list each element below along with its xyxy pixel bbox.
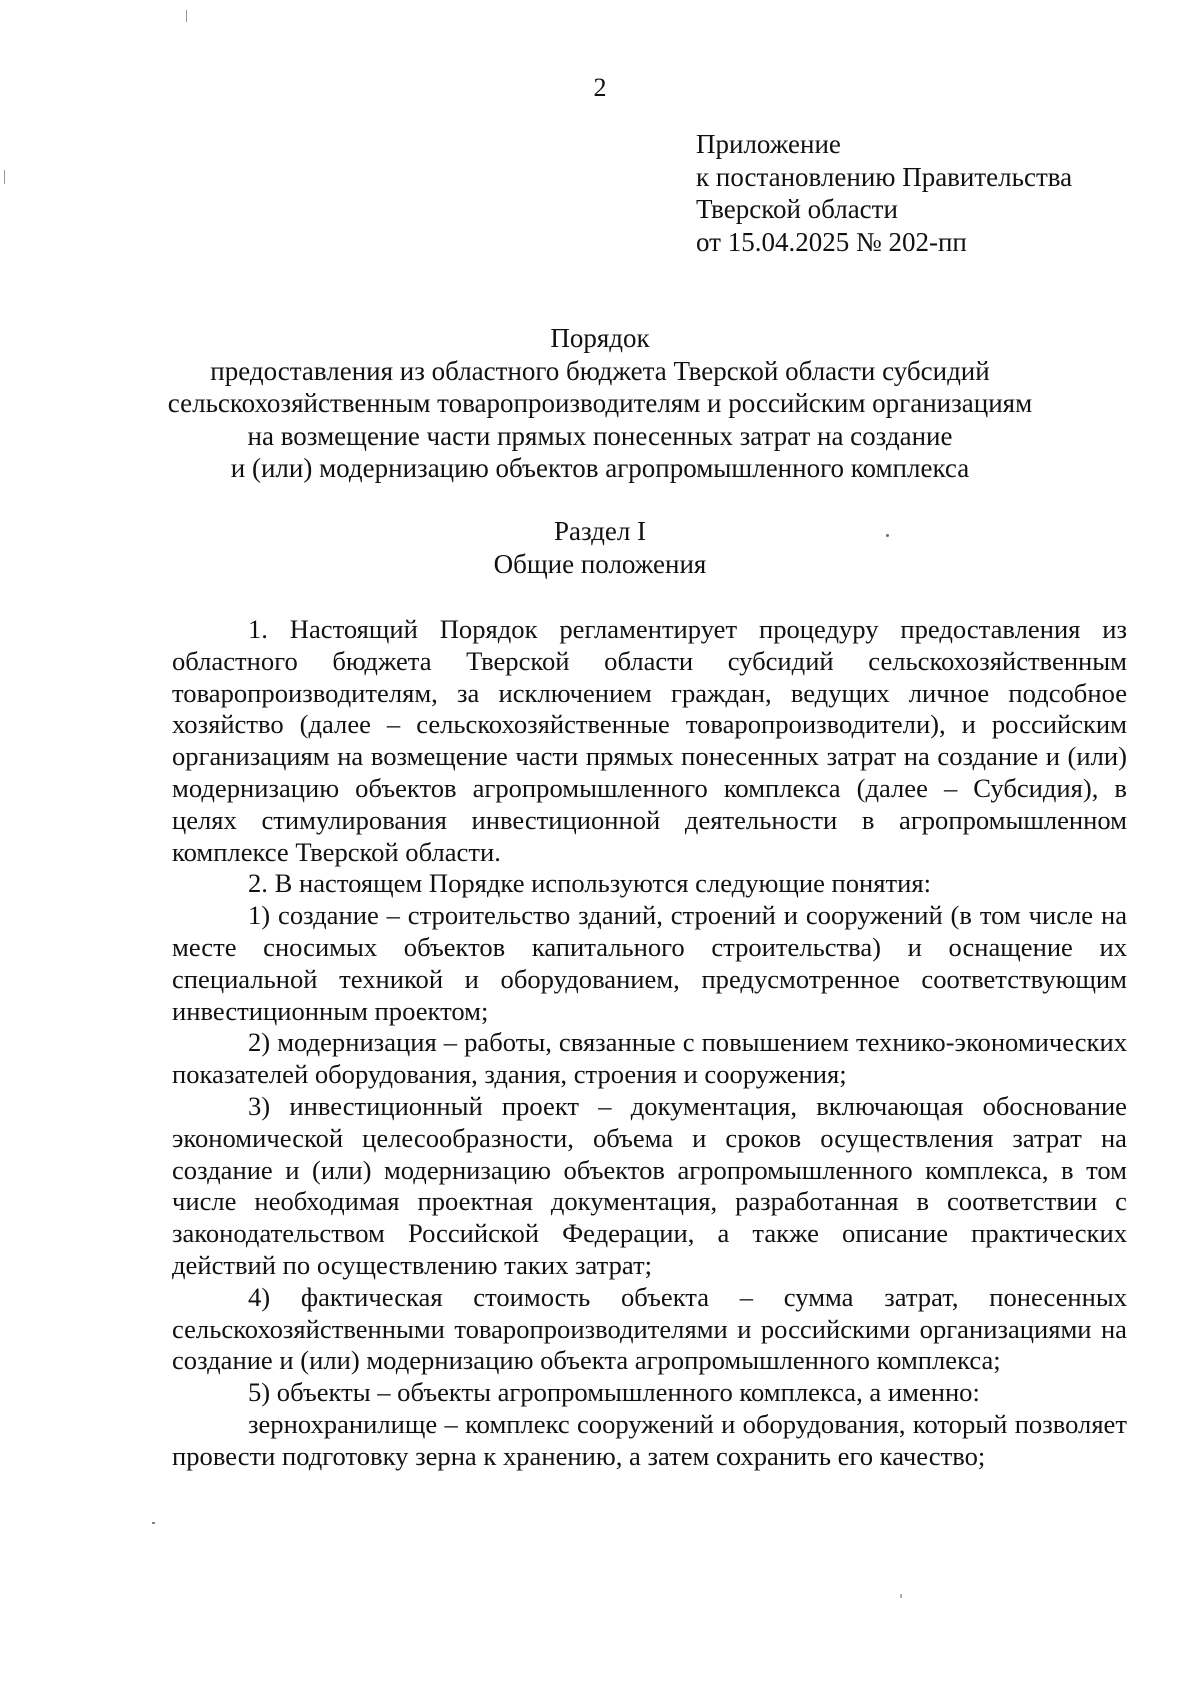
title-line: предоставления из областного бюджета Тверской области субсидий <box>210 355 990 386</box>
section-heading <box>0 515 1200 581</box>
scan-mark <box>186 10 187 22</box>
scan-mark <box>152 1522 155 1524</box>
title-heading: Порядок <box>550 323 650 353</box>
page-number: 2 <box>593 73 607 102</box>
appendix-line: Тверской области <box>696 194 898 224</box>
paragraph: 5) объекты – объекты агропромышленного комплекса, а именно: <box>248 1377 980 1408</box>
title-line: и (или) модернизацию объектов агропромышленного комплекса <box>230 453 970 483</box>
section-name: Общие положения <box>493 549 707 579</box>
document-title <box>0 322 1200 485</box>
scan-mark <box>4 170 5 184</box>
paragraph: 1) создание – строительство зданий, строений и сооружений (в том числе на месте сносимых объектов капитального строительства) и оснащение их специальной техникой и оборудованием, предусмотренное соответствующим инвестиционным проектом; <box>172 900 1127 1026</box>
scan-mark <box>900 1594 902 1598</box>
appendix-block <box>696 128 1072 258</box>
paragraph: 3) инвестиционный проект – документация, включающая обоснование экономической целесообразности, объема и сроков осуществления затрат на создание и (или) модернизацию объектов агропромышленного комплекса, в том числе необходимая проектная документация, разработанная в соответствии с законодательством Российской Федерации, а также описание практических действий по осуществлению таких затрат; <box>172 1090 1127 1280</box>
appendix-line: от 15.04.2025 № 202-пп <box>696 226 967 257</box>
appendix-line: Приложение <box>696 129 841 159</box>
title-line: сельскохозяйственным товаропроизводителям и российским организациям <box>167 388 1033 418</box>
paragraph: 1. Настоящий Порядок регламентирует процедуру предоставления из областного бюджета Тверской области субсидий сельскохозяйственным товаропроизводителям, за исключением граждан, ведущих личное подсобное хозяйство (далее – сельскохозяйственные товаропроизводители), и российским организациям на возмещение части прямых понесенных затрат на создание и (или) модернизацию объектов агропромышленного комплекса (далее – Субсидия), в целях стимулирования инвестиционной деятельности в агропромышленном комплексе Тверской области. <box>172 614 1127 867</box>
appendix-line: к постановлению Правительства <box>696 161 1073 192</box>
paragraph: 2. В настоящем Порядке используются следующие понятия: <box>248 868 931 899</box>
paragraph: 4) фактическая стоимость объекта – сумма затрат, понесенных сельскохозяйственными товаропроизводителями и российскими организациями на создание и (или) модернизацию объекта агропромышленного комплекса; <box>172 1281 1127 1376</box>
paragraph: 2) модернизация – работы, связанные с повышением технико-экономических показателей оборудования, здания, строения и сооружения; <box>172 1027 1127 1090</box>
paragraph: зернохранилище – комплекс сооружений и оборудования, который позволяет провести подготовку зерна к хранению, а затем сохранить его качество; <box>172 1408 1127 1471</box>
document-body <box>172 614 1127 1473</box>
scan-mark <box>886 534 889 537</box>
section-number: Раздел I <box>553 516 647 546</box>
title-line: на возмещение части прямых понесенных затрат на создание <box>247 420 953 451</box>
